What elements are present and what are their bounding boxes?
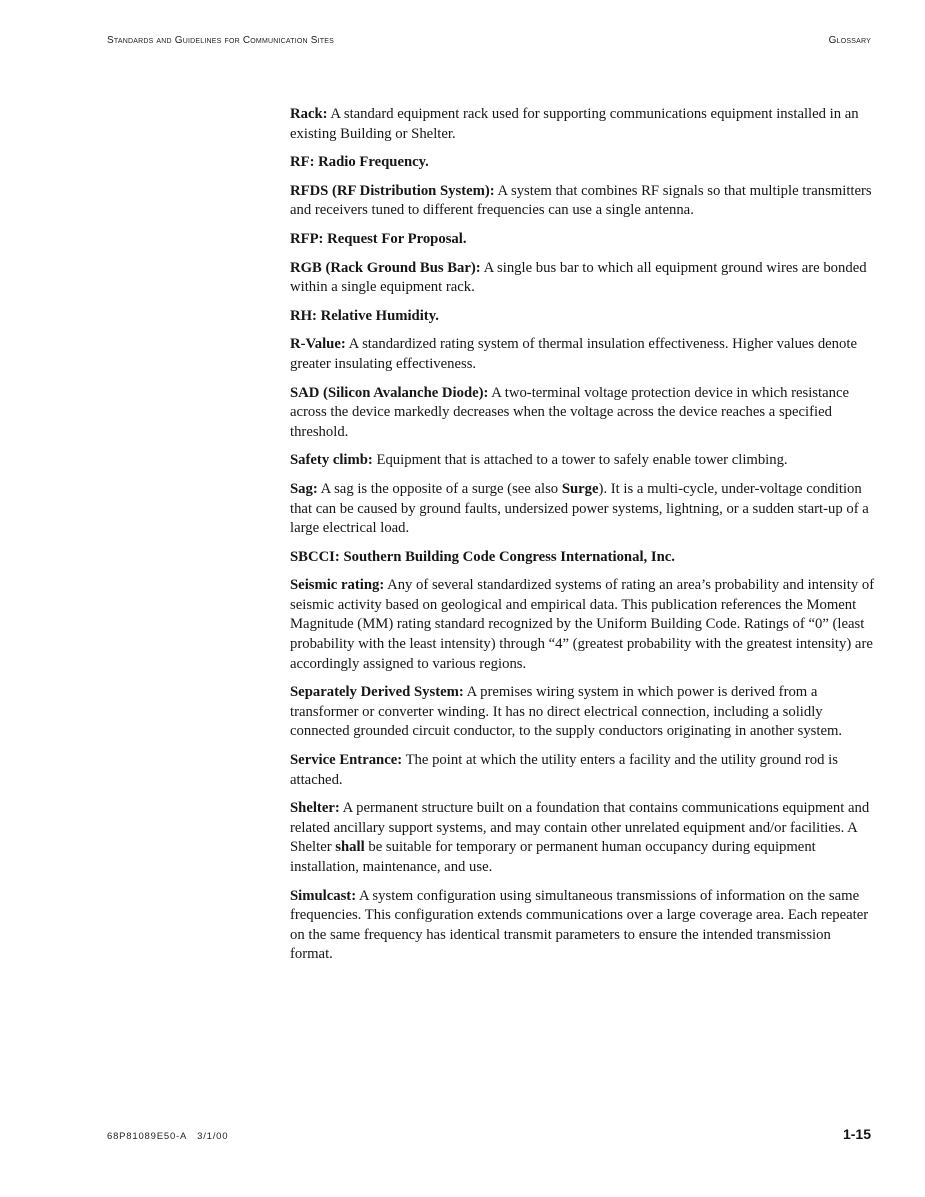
cross-reference-surge: Surge (561, 480, 599, 497)
glossary-definition (290, 800, 869, 875)
glossary-definition: Equipment that is attached to a tower to safely enable tower climbing. (372, 452, 788, 469)
glossary-term: RFDS (RF Distribution System): (290, 182, 495, 199)
running-head-title: Standards and Guidelines for Communication Sites (107, 35, 334, 46)
glossary-term: Separately Derived System: (290, 684, 464, 701)
glossary-term: Sag: (290, 480, 318, 497)
glossary-definition: A two-terminal voltage protection device in which resistance across the device markedly decreases when the voltage across the device reaches a specified threshold. (290, 384, 849, 440)
glossary-body (290, 105, 875, 974)
glossary-term: Rack: (290, 106, 328, 122)
glossary-definition: A system configuration using simultaneous transmissions of information on the same frequencies. This configuration extends communications over a large coverage area. Each repeater on the same frequency has identical transmit parameters to ensure the intended transmission format. (290, 887, 869, 963)
glossary-entry-rack (290, 105, 875, 144)
glossary-term: Service Entrance: (290, 752, 403, 769)
glossary-entry-rf (290, 153, 875, 173)
doc-number: 68P81089E50-A (107, 1131, 188, 1142)
glossary-term: SAD (Silicon Avalanche Diode): (290, 384, 489, 401)
glossary-term: RF: Radio Frequency. (290, 154, 429, 171)
footer-doc-info (107, 1131, 228, 1142)
glossary-entry-rh (290, 307, 875, 327)
definition-text: A permanent structure built on a foundation that contains communications equipment and related ancillary support systems, and may contain other unrelated equipment and/or facilities. A Shelter (290, 800, 870, 856)
glossary-definition: A standardized rating system of thermal insulation effectiveness. Higher values denote greater insulating effectiveness. (290, 336, 857, 372)
page-number: 1-15 (842, 1126, 871, 1142)
emphasis-shall: shall (335, 839, 365, 856)
glossary-entry-seismic-rating (290, 576, 875, 674)
glossary-entry-r-value (290, 335, 875, 374)
glossary-entry-service-entrance (290, 751, 875, 790)
glossary-entry-simulcast (290, 887, 875, 965)
glossary-entry-sbcci (290, 548, 875, 568)
glossary-term: Shelter: (290, 800, 340, 817)
definition-text: A sag is the opposite of a surge (see also (317, 480, 562, 497)
definition-text: be suitable for temporary or permanent human occupancy during equipment installation, maintenance, and use. (290, 839, 816, 875)
glossary-definition (290, 481, 869, 536)
glossary-definition: The point at which the utility enters a facility and the utility ground rod is attached. (290, 752, 838, 788)
glossary-term: Safety climb: (290, 452, 373, 469)
glossary-entry-sag (290, 480, 875, 539)
glossary-entry-rfp (290, 230, 875, 250)
glossary-entry-separately-derived-system (290, 683, 875, 742)
glossary-entry-rfds (290, 182, 875, 221)
glossary-definition: Any of several standardized systems of rating an area’s probability and intensity of seismic activity based on geological and empirical data. This publication references the Moment Magnitude (MM) rating standard recognized by the Uniform Building Code. Ratings of “0” (least probability with the least intensity) through “4” (greatest probability with the greatest intensity) are accordingly assigned to various regions. (290, 577, 875, 672)
definition-text: ). It is a multi-cycle, under-voltage condition that can be caused by ground faults, undersized power systems, lightning, or a sudden start-up of a large electrical load. (290, 480, 869, 537)
glossary-entry-sad (290, 384, 875, 443)
glossary-term: Seismic rating: (290, 577, 385, 594)
glossary-definition: A single bus bar to which all equipment ground wires are bonded within a single equipment rack. (290, 259, 867, 296)
glossary-term: R-Value: (290, 336, 346, 353)
glossary-term: RGB (Rack Ground Bus Bar): (290, 259, 481, 276)
glossary-term: Simulcast: (290, 887, 357, 904)
glossary-entry-rgb (290, 259, 875, 298)
doc-date: 3/1/00 (197, 1131, 229, 1142)
glossary-entry-shelter (290, 799, 875, 877)
glossary-definition: A system that combines RF signals so that multiple transmitters and receivers tuned to different frequencies can use a single antenna. (290, 182, 872, 219)
glossary-entry-safety-climb (290, 451, 875, 471)
glossary-term: SBCCI: Southern Building Code Congress International, Inc. (290, 548, 675, 565)
glossary-term: RFP: Request For Proposal. (290, 230, 467, 247)
running-head-section: Glossary (828, 35, 871, 46)
glossary-definition: A standard equipment rack used for supporting communications equipment installed in an existing Building or Shelter. (290, 106, 859, 142)
glossary-term: RH: Relative Humidity. (290, 307, 439, 324)
glossary-definition: A premises wiring system in which power is derived from a transformer or converter winding. It has no direct electrical connection, including a solidly connected grounded circuit conductor, to the supply conductors originating in another system. (290, 684, 843, 740)
